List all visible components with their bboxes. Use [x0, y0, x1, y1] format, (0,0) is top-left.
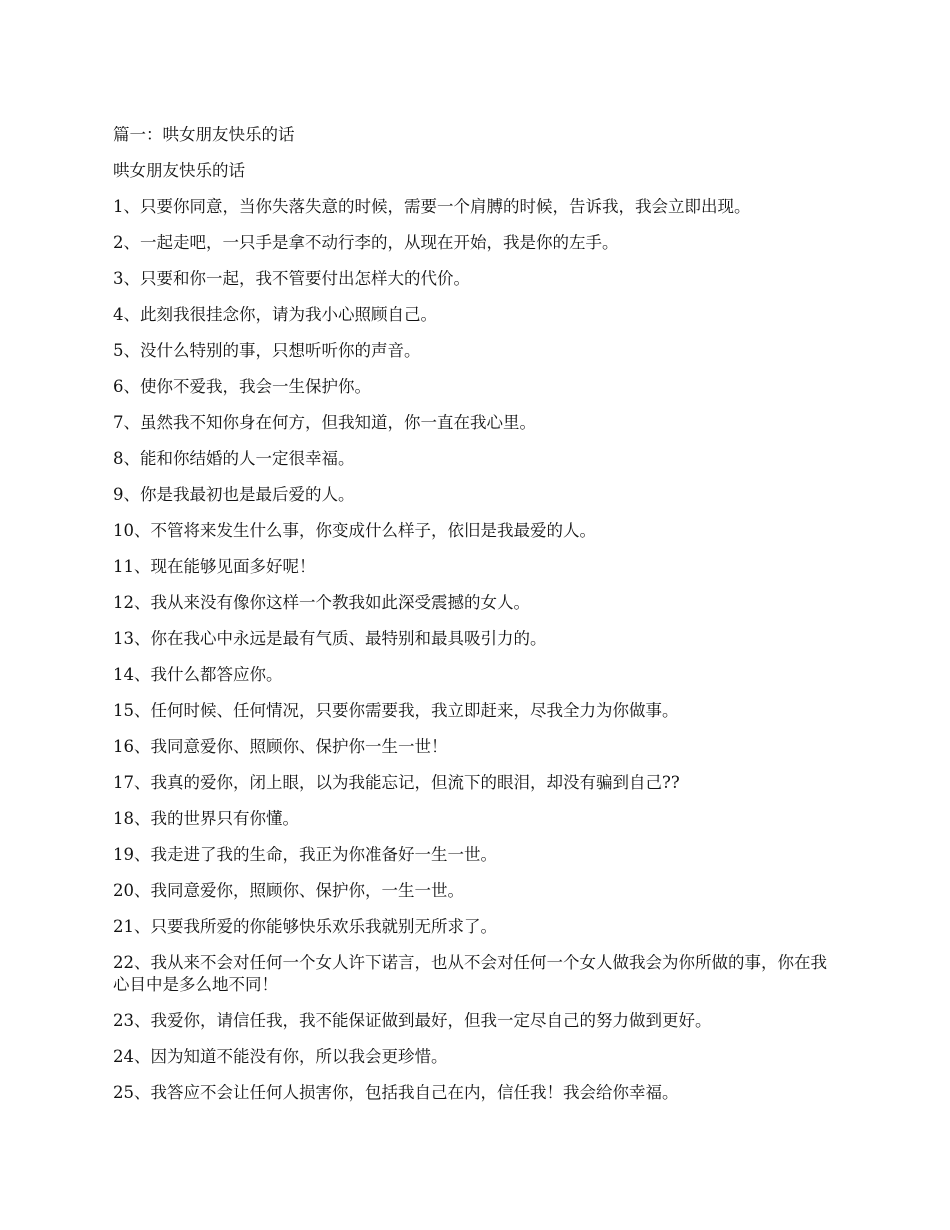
list-item: 7 、 虽然我不知你身在何方，但我知道，你一直在我心里。: [113, 412, 835, 434]
list-item: 18 、 我的世界只有你懂。: [113, 808, 835, 830]
list-item: 23 、 我爱你，请信任我，我不能保证做到最好，但我一定尽自己的努力做到更好。: [113, 1010, 835, 1032]
list-item: 4 、 此刻我很挂念你，请为我小心照顾自己。: [113, 304, 835, 326]
list-item: 8 、 能和你结婚的人一定很幸福。: [113, 448, 835, 470]
list-item: 17 、 我真的爱你，闭上眼，以为我能忘记，但流下的眼泪，却没有骗到自己??: [113, 772, 835, 794]
list-item: 10 、 不管将来发生什么事，你变成什么样子，依旧是我最爱的人。: [113, 520, 835, 542]
list-item: 24 、 因为知道不能没有你，所以我会更珍惜。: [113, 1046, 835, 1068]
list-item: 6 、 使你不爱我，我会一生保护你。: [113, 376, 835, 398]
list-item: 20 、 我同意爱你，照顾你、保护你，一生一世。: [113, 880, 835, 902]
list-item: 13 、 你在我心中永远是最有气质、最特别和最具吸引力的。: [113, 628, 835, 650]
chapter-title: 篇一：哄女朋友快乐的话: [113, 125, 295, 144]
list-item: 25 、 我答应不会让任何人损害你，包括我自己在内，信任我！我会给你幸福。: [113, 1082, 835, 1104]
list-item: 14 、 我什么都答应你。: [113, 664, 835, 686]
list-item: 5 、 没什么特别的事，只想听听你的声音。: [113, 340, 835, 362]
list-item: 12 、 我从来没有像你这样一个教我如此深受震撼的女人。: [113, 592, 835, 614]
subtitle: 哄女朋友快乐的话: [113, 161, 245, 180]
list-item: 15 、 任何时候、任何情况，只要你需要我，我立即赶来，尽我全力为你做事。: [113, 700, 835, 722]
list-item: 2 、 一起走吧，一只手是拿不动行李的，从现在开始，我是你的左手。: [113, 232, 835, 254]
list-item: 1 、 只要你同意，当你失落失意的时候，需要一个肩膊的时候，告诉我，我会立即出现。: [113, 196, 835, 218]
list-item: 16 、 我同意爱你、照顾你、保护你一生一世！: [113, 736, 835, 758]
list-item: 11 、 现在能够见面多好呢！: [113, 556, 835, 578]
list-item: 9 、 你是我最初也是最后爱的人。: [113, 484, 835, 506]
list-item: 21 、 只要我所爱的你能够快乐欢乐我就别无所求了。: [113, 916, 835, 938]
document-body: [113, 124, 835, 1118]
list-item: 19 、 我走进了我的生命，我正为你准备好一生一世。: [113, 844, 835, 866]
list-item: 22、我从来不会对任何一个女人许下诺言，也从不会对任何一个女人做我会为你所做的事，你在我心目中是多么地不同！: [113, 953, 827, 994]
list-item: 3 、 只要和你一起，我不管要付出怎样大的代价。: [113, 268, 835, 290]
